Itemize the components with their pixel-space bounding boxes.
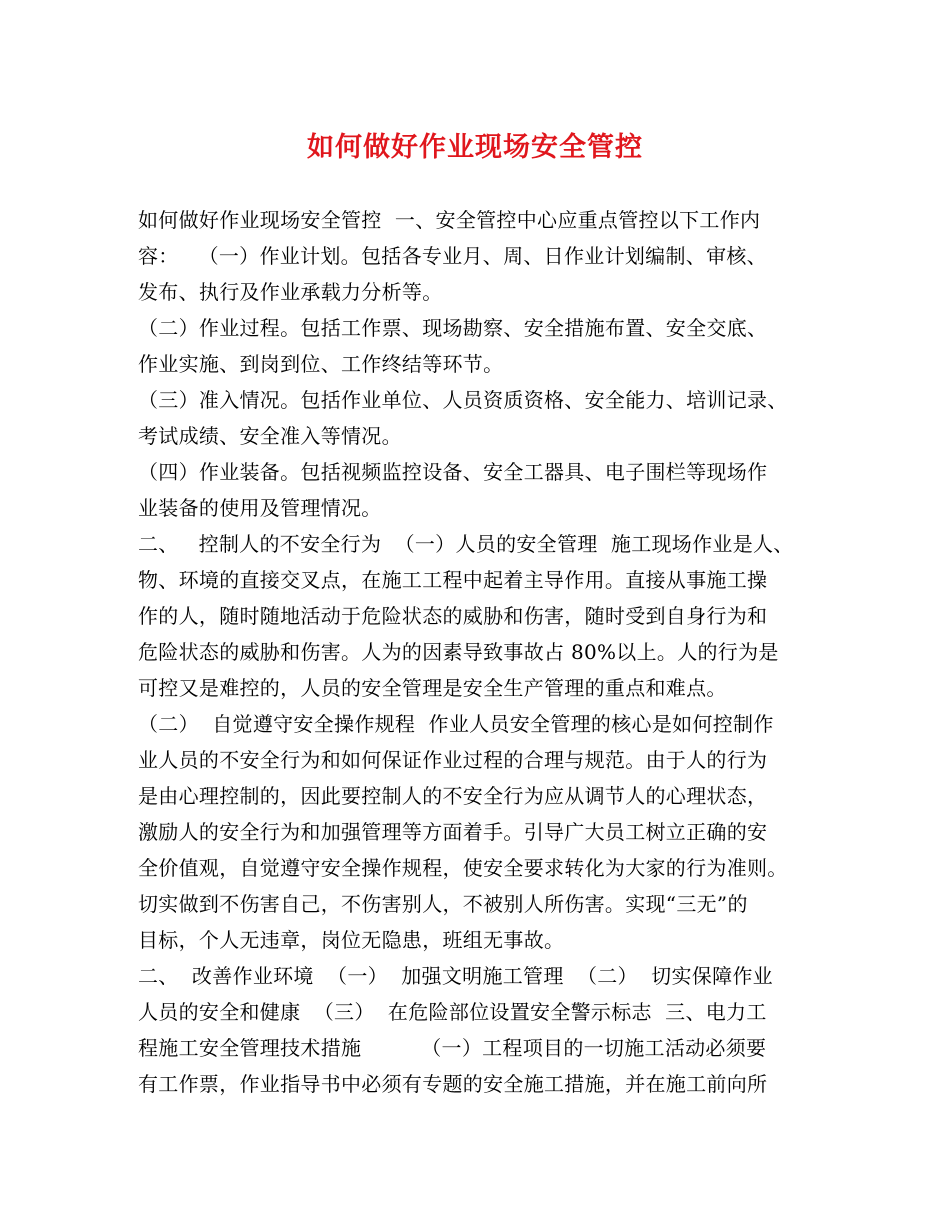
body-line: 激励人的安全行为和加强管理等方面着手。引导广大员工树立正确的安: [138, 820, 768, 844]
body-line: 可控又是难控的，人员的安全管理是安全生产管理的重点和难点。: [138, 676, 727, 700]
body-line: 程施工安全管理技术措施 （一）工程项目的一切施工活动必须要: [138, 1036, 767, 1060]
body-line: 如何做好作业现场安全管控 一、安全管控中心应重点管控以下工作内: [138, 208, 761, 232]
body-line: 有工作票，作业指导书中必须有专题的安全施工措施，并在施工前向所: [138, 1072, 768, 1096]
body-line: 二、 控制人的不安全行为 （一）人员的安全管理 施工现场作业是人、: [138, 532, 794, 556]
body-line: （四）作业装备。包括视频监控设备、安全工器具、电子围栏等现场作: [138, 460, 768, 484]
body-line: 全价值观，自觉遵守安全操作规程，使安全要求转化为大家的行为准则。: [138, 856, 788, 880]
body-line: 危险状态的威胁和伤害。人为的因素导致事故占 80%以上。人的行为是: [138, 640, 779, 664]
body-line: （二） 自觉遵守安全操作规程 作业人员安全管理的核心是如何控制作: [138, 712, 774, 736]
body-line: 容： （一）作业计划。包括各专业月、周、日作业计划编制、审核、: [138, 244, 767, 268]
body-line: 人员的安全和健康 （三） 在危险部位设置安全警示标志 三、电力工: [138, 1000, 767, 1024]
body-line: （二）作业过程。包括工作票、现场勘察、安全措施布置、安全交底、: [138, 316, 768, 340]
body-line: 是由心理控制的，因此要控制人的不安全行为应从调节人的心理状态，: [138, 784, 768, 808]
body-line: 物、环境的直接交叉点，在施工工程中起着主导作用。直接从事施工操: [138, 568, 768, 592]
body-line: 切实做到不伤害自己，不伤害别人，不被别人所伤害。实现“三无”的: [138, 892, 748, 916]
body-line: 目标，个人无违章，岗位无隐患，班组无事故。: [138, 928, 565, 952]
body-line: 考试成绩、安全准入等情况。: [138, 424, 402, 448]
document-title: 如何做好作业现场安全管控: [307, 132, 643, 163]
document-body: [138, 202, 828, 1102]
body-line: 业人员的不安全行为和如何保证作业过程的合理与规范。由于人的行为: [138, 748, 768, 772]
body-line: 发布、执行及作业承载力分析等。: [138, 280, 443, 304]
body-line: 作业实施、到岗到位、工作终结等环节。: [138, 352, 504, 376]
body-line: 业装备的使用及管理情况。: [138, 496, 382, 520]
body-line: （三）准入情况。包括作业单位、人员资质资格、安全能力、培训记录、: [138, 388, 788, 412]
body-line: 二、 改善作业环境 （一） 加强文明施工管理 （二） 切实保障作业: [138, 964, 773, 988]
body-line: 作的人，随时随地活动于危险状态的威胁和伤害，随时受到自身行为和: [138, 604, 768, 628]
